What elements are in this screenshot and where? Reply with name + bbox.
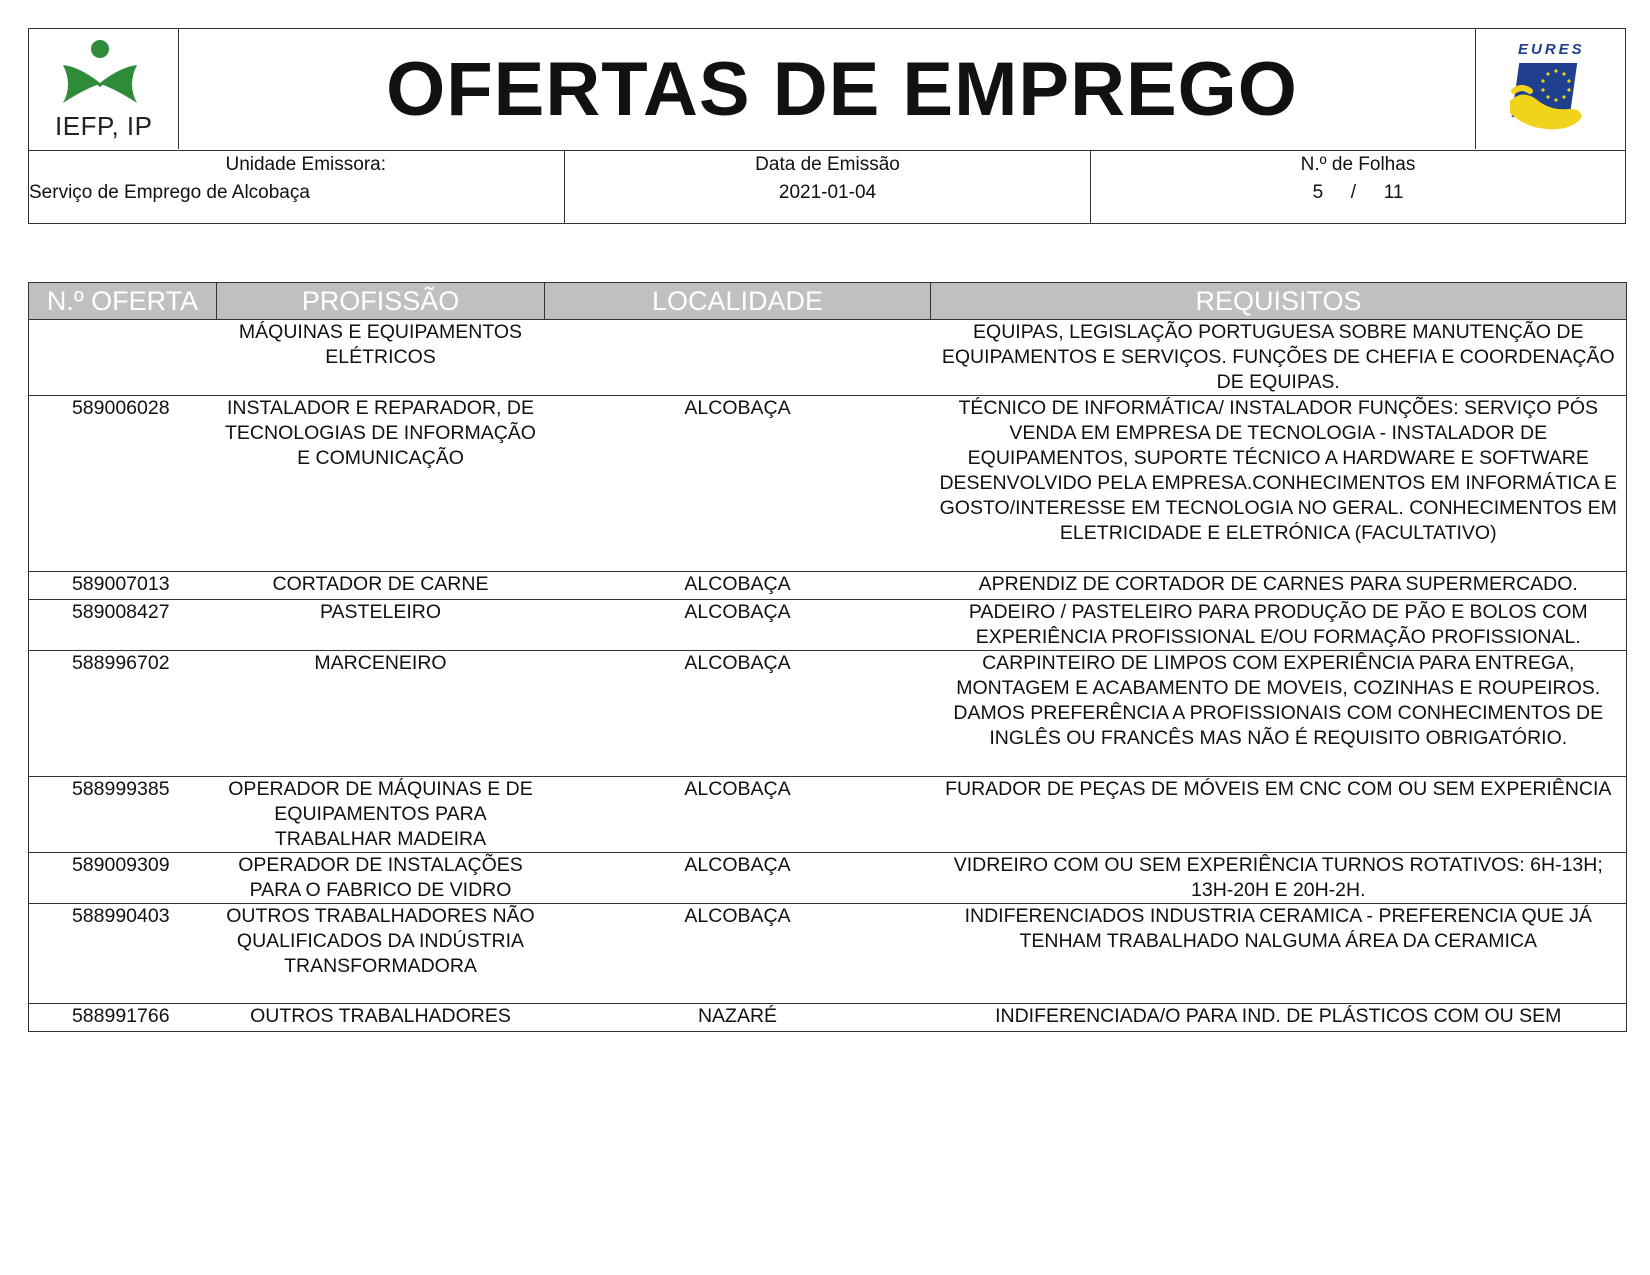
location: ALCOBAÇA xyxy=(545,777,931,853)
offer-number: 589008427 xyxy=(29,600,217,651)
requirements: PADEIRO / PASTELEIRO PARA PRODUÇÃO DE PÃO E BOLOS COM EXPERIÊNCIA PROFISSIONAL E/OU FORMAÇÃO PROFISSIONAL. xyxy=(931,600,1627,651)
location: ALCOBAÇA xyxy=(545,396,931,572)
profession: MÁQUINAS E EQUIPAMENTOS ELÉTRICOS xyxy=(217,320,545,396)
location: ALCOBAÇA xyxy=(545,853,931,904)
table-row xyxy=(29,651,1627,777)
sheets-value xyxy=(1091,182,1625,204)
location: NAZARÉ xyxy=(545,1004,931,1032)
requirements: CARPINTEIRO DE LIMPOS COM EXPERIÊNCIA PARA ENTREGA, MONTAGEM E ACABAMENTO DE MOVEIS, COZINHAS E ROUPEIROS. DAMOS PREFERÊNCIA A PROFISSIONAIS COM CONHECIMENTOS DE INGLÊS OU FRANCÊS MAS NÃO É REQUISITO OBRIGATÓRIO. xyxy=(931,651,1627,777)
table-row xyxy=(29,853,1627,904)
profession: OUTROS TRABALHADORES xyxy=(217,1004,545,1032)
sheets-cell xyxy=(1091,151,1625,223)
table-row xyxy=(29,320,1627,396)
offer-number: 588996702 xyxy=(29,651,217,777)
requirements: TÉCNICO DE INFORMÁTICA/ INSTALADOR FUNÇÕES: SERVIÇO PÓS VENDA EM EMPRESA DE TECNOLOGIA - INSTALADOR DE EQUIPAMENTOS, SUPORTE TÉCNICO A HARDWARE E SOFTWARE DESENVOLVIDO PELA EMPRESA.CONHECIMENTOS EM INFORMÁTICA E GOSTO/INTERESSE EM TECNOLOGIA NO GERAL. CONHECIMENTOS EM ELETRICIDADE E ELETRÓNICA (FACULTATIVO) xyxy=(931,396,1627,572)
issue-date-label: Data de Emissão xyxy=(755,154,900,175)
table-row xyxy=(29,572,1627,600)
table-header-row xyxy=(29,283,1627,320)
offer-number: 589006028 xyxy=(29,396,217,572)
profession: PASTELEIRO xyxy=(217,600,545,651)
eures-logo xyxy=(1475,29,1625,149)
iefp-logo-text: IEFP, IP xyxy=(55,111,153,141)
document-header xyxy=(28,28,1626,224)
header-info-row xyxy=(29,151,1625,223)
issuing-unit-label: Unidade Emissora: xyxy=(225,154,386,175)
table-row xyxy=(29,1004,1627,1032)
requirements: APRENDIZ DE CORTADOR DE CARNES PARA SUPERMERCADO. xyxy=(931,572,1627,600)
offer-number: 588999385 xyxy=(29,777,217,853)
requirements: FURADOR DE PEÇAS DE MÓVEIS EM CNC COM OU SEM EXPERIÊNCIA xyxy=(931,777,1627,853)
requirements: EQUIPAS, LEGISLAÇÃO PORTUGUESA SOBRE MANUTENÇÃO DE EQUIPAMENTOS E SERVIÇOS. FUNÇÕES DE CHEFIA E COORDENAÇÃO DE EQUIPAS. xyxy=(931,320,1627,396)
offer-number xyxy=(29,320,217,396)
page-title: OFERTAS DE EMPREGO xyxy=(386,46,1298,132)
profession: OUTROS TRABALHADORES NÃO QUALIFICADOS DA INDÚSTRIA TRANSFORMADORA xyxy=(217,904,545,1004)
sheets-label: N.º de Folhas xyxy=(1300,154,1416,175)
profession: OPERADOR DE MÁQUINAS E DE EQUIPAMENTOS PARA TRABALHAR MADEIRA xyxy=(217,777,545,853)
issue-date-cell xyxy=(565,151,1091,223)
profession: MARCENEIRO xyxy=(217,651,545,777)
offer-number: 589007013 xyxy=(29,572,217,600)
eures-hand-icon xyxy=(1476,29,1626,149)
issue-date-value: 2021-01-04 xyxy=(778,182,877,203)
column-header-location: LOCALIDADE xyxy=(545,283,931,320)
profession: OPERADOR DE INSTALAÇÕES PARA O FABRICO DE VIDRO xyxy=(217,853,545,904)
table-row xyxy=(29,396,1627,572)
table-row xyxy=(29,904,1627,1004)
location: ALCOBAÇA xyxy=(545,600,931,651)
eures-logo-text: EURES xyxy=(1518,41,1585,58)
requirements: INDIFERENCIADOS INDUSTRIA CERAMICA - PREFERENCIA QUE JÁ TENHAM TRABALHADO NALGUMA ÁREA DA CERAMICA xyxy=(931,904,1627,1004)
sheet-current: 5 xyxy=(1312,182,1324,203)
title-cell xyxy=(179,29,1505,149)
profession: CORTADOR DE CARNE xyxy=(217,572,545,600)
offer-number: 589009309 xyxy=(29,853,217,904)
profession: INSTALADOR E REPARADOR, DE TECNOLOGIAS DE INFORMAÇÃO E COMUNICAÇÃO xyxy=(217,396,545,572)
job-offers-table xyxy=(28,282,1627,1032)
table-row xyxy=(29,600,1627,651)
location: ALCOBAÇA xyxy=(545,904,931,1004)
table-row xyxy=(29,777,1627,853)
issuing-unit-value: Serviço de Emprego de Alcobaça xyxy=(29,182,310,203)
location xyxy=(545,320,931,396)
iefp-logo xyxy=(29,29,179,149)
offer-number: 588991766 xyxy=(29,1004,217,1032)
column-header-requirements: REQUISITOS xyxy=(931,283,1627,320)
location: ALCOBAÇA xyxy=(545,651,931,777)
requirements: INDIFERENCIADA/O PARA IND. DE PLÁSTICOS COM OU SEM xyxy=(931,1004,1627,1032)
column-header-profession: PROFISSÃO xyxy=(217,283,545,320)
column-header-offer: N.º OFERTA xyxy=(29,283,217,320)
offer-number: 588990403 xyxy=(29,904,217,1004)
header-top-row xyxy=(29,29,1625,151)
sheet-separator: / xyxy=(1350,182,1357,203)
location: ALCOBAÇA xyxy=(545,572,931,600)
issuing-unit-cell xyxy=(29,151,565,223)
requirements: VIDREIRO COM OU SEM EXPERIÊNCIA TURNOS ROTATIVOS: 6H-13H; 13H-20H E 20H-2H. xyxy=(931,853,1627,904)
iefp-logo-icon xyxy=(29,29,179,119)
sheet-total: 11 xyxy=(1383,182,1404,203)
